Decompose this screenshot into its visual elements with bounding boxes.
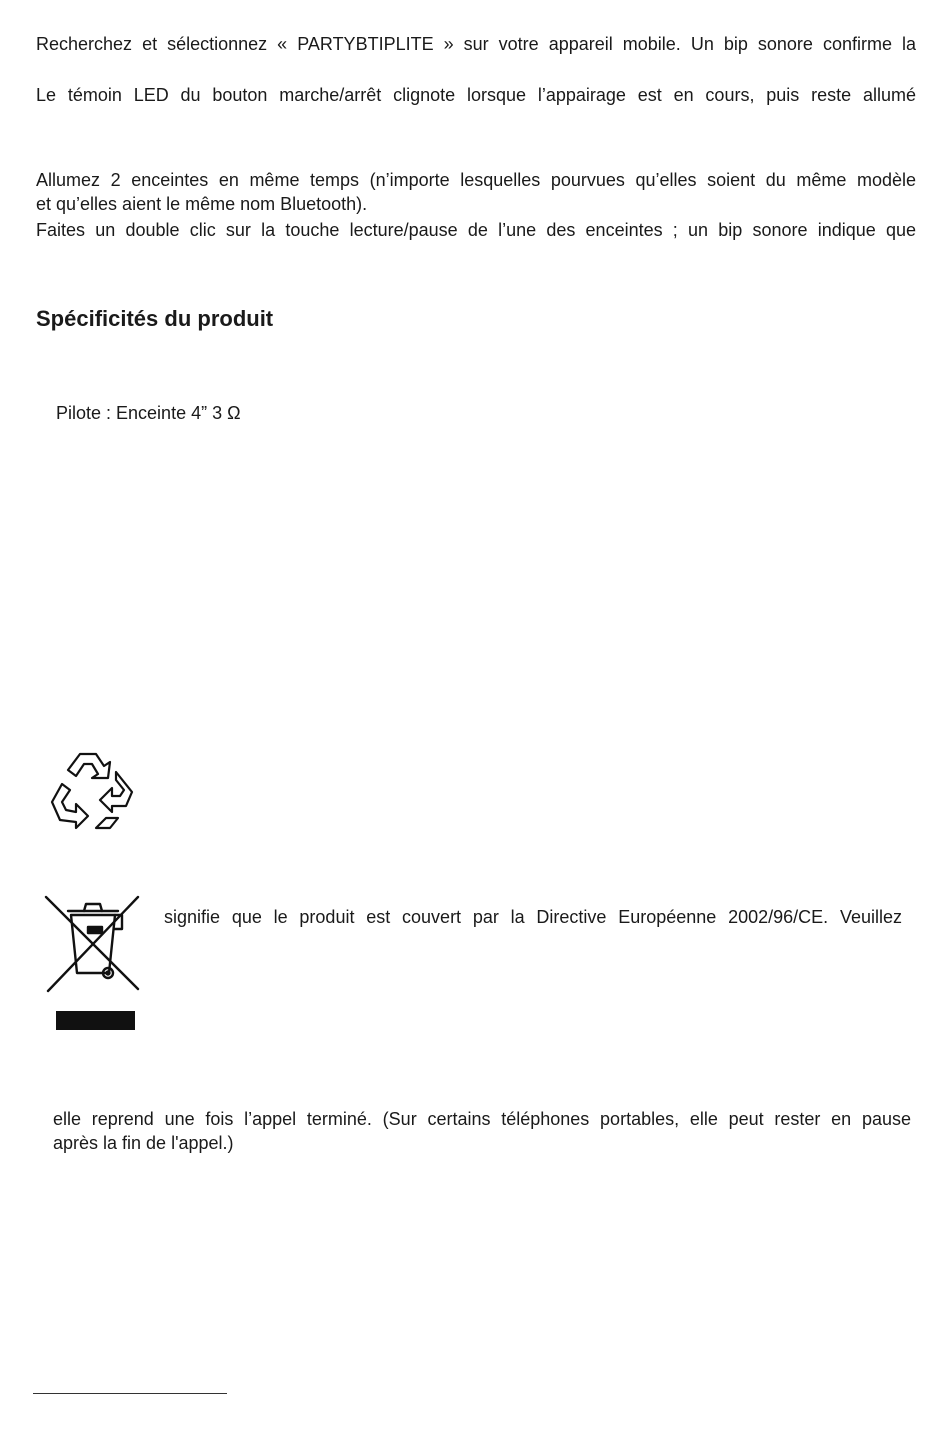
weee-text: signifie que le produit est couvert par la Directive Européenne 2002/96/CE. Veuillez xyxy=(164,907,902,927)
tws-instructions-line-3: Faites un double clic sur la touche lecture/pause de l’une des enceintes ; un bip sonore indique que xyxy=(36,220,916,240)
pairing-search-text: Recherchez et sélectionnez « PARTYBTIPLITE » sur votre appareil mobile. Un bip sonore confirme la xyxy=(36,34,916,54)
tws-instructions-line-1: Allumez 2 enceintes en même temps (n’importe lesquelles pourvues qu’elles soient du même modèle xyxy=(36,170,916,190)
specs-heading: Spécificités du produit xyxy=(36,306,274,331)
footnote-line-2: après la fin de l'appel.) xyxy=(53,1133,234,1153)
led-status-text: Le témoin LED du bouton marche/arrêt clignote lorsque l’appairage est en cours, puis reste allumé xyxy=(36,85,916,105)
footnote-line-1: elle reprend une fois l’appel terminé. (Sur certains téléphones portables, elle peut rester en pause xyxy=(53,1109,911,1129)
crossed-bin-icon xyxy=(42,893,142,1033)
footnote-rule xyxy=(33,1393,227,1394)
recycle-icon xyxy=(46,748,140,834)
driver-spec: Pilote : Enceinte 4” 3 Ω xyxy=(56,403,241,423)
tws-instructions-line-2: et qu’elles aient le même nom Bluetooth). xyxy=(36,194,368,214)
